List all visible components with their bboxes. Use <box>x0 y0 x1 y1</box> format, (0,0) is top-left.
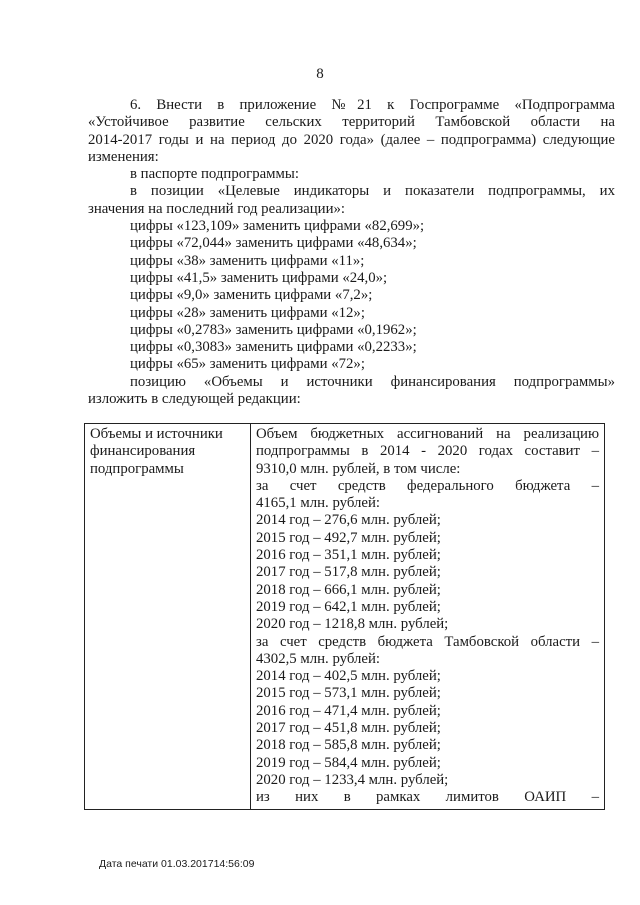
cell-content-line: 4302,5 млн. рублей: <box>256 650 381 667</box>
cell-content-line: за счет средств бюджета Тамбовской области – <box>256 633 599 650</box>
cell-content-line: 2014 год – 402,5 млн. рублей; <box>256 668 441 685</box>
table-cell-label <box>85 424 251 810</box>
cell-label-line: финансирования <box>90 443 196 460</box>
closing-line: изложить в следующей редакции: <box>88 391 301 408</box>
intro-line: 2014-2017 годы и на период до 2020 года» (далее – подпрограмма) следующие <box>88 131 615 148</box>
cell-content-line: 2020 год – 1233,4 млн. рублей; <box>256 771 449 788</box>
cell-content-line: 2018 год – 666,1 млн. рублей; <box>256 581 441 598</box>
funding-table <box>84 423 605 810</box>
intro-line: значения на последний год реализации»: <box>88 200 345 217</box>
page-number: 8 <box>316 66 324 82</box>
cell-content-line: за счет средств федерального бюджета – <box>256 477 599 494</box>
print-date: Дата печати 01.03.201714:56:09 <box>99 858 255 870</box>
cell-content-line: подпрограммы в 2014 - 2020 годах составит – <box>256 443 599 460</box>
cell-content-line: из них в рамках лимитов ОАИП – <box>256 789 599 806</box>
intro-line: 6. Внести в приложение №21 к Госпрограмме «Подпрограмма <box>130 97 615 113</box>
replacement-line: цифры «41,5» заменить цифрами «24,0»; <box>130 269 388 286</box>
replacement-line: цифры «0,2783» заменить цифрами «0,1962»; <box>130 321 417 338</box>
intro-line: «Устойчивое развитие сельских территорий Тамбовской области на <box>88 114 615 131</box>
document-body <box>88 97 615 408</box>
closing-line: позицию «Объемы и источники финансирования подпрограммы» <box>130 373 615 390</box>
intro-line: в позиции «Целевые индикаторы и показатели подпрограммы, их <box>130 183 615 200</box>
intro-line: изменения: <box>88 148 159 165</box>
cell-content-line: 4165,1 млн. рублей: <box>256 495 381 512</box>
cell-content-line: 2014 год – 276,6 млн. рублей; <box>256 512 441 529</box>
cell-content-line: 2016 год – 351,1 млн. рублей; <box>256 547 441 564</box>
cell-label-line: подпрограммы <box>90 460 184 477</box>
intro-line: в паспорте подпрограммы: <box>130 166 299 183</box>
cell-content-line: 2019 год – 642,1 млн. рублей; <box>256 598 441 615</box>
replacement-line: цифры «0,3083» заменить цифрами «0,2233»; <box>130 339 417 356</box>
table-row <box>85 424 605 810</box>
cell-content-line: 2015 год – 573,1 млн. рублей; <box>256 685 441 702</box>
replacement-line: цифры «123,109» заменить цифрами «82,699»; <box>130 218 425 235</box>
cell-content-line: 2015 год – 492,7 млн. рублей; <box>256 529 441 546</box>
cell-content-line: 2020 год – 1218,8 млн. рублей; <box>256 616 449 633</box>
replacement-line: цифры «72,044» заменить цифрами «48,634»; <box>130 235 417 252</box>
replacement-line: цифры «65» заменить цифрами «72»; <box>130 356 365 373</box>
cell-label-line: Объемы и источники <box>90 426 223 442</box>
cell-content-line: Объем бюджетных ассигнований на реализацию <box>256 426 599 442</box>
table-cell-content <box>251 424 605 810</box>
replacement-line: цифры «28» заменить цифрами «12»; <box>130 304 365 321</box>
replacement-line: цифры «9,0» заменить цифрами «7,2»; <box>130 287 373 304</box>
cell-content-line: 2017 год – 517,8 млн. рублей; <box>256 564 441 581</box>
cell-content-line: 9310,0 млн. рублей, в том числе: <box>256 460 461 477</box>
cell-content-line: 2017 год – 451,8 млн. рублей; <box>256 720 441 737</box>
cell-content-line: 2016 год – 471,4 млн. рублей; <box>256 702 441 719</box>
cell-content-line: 2018 год – 585,8 млн. рублей; <box>256 737 441 754</box>
cell-content-line: 2019 год – 584,4 млн. рублей; <box>256 754 441 771</box>
replacement-line: цифры «38» заменить цифрами «11»; <box>130 252 365 269</box>
